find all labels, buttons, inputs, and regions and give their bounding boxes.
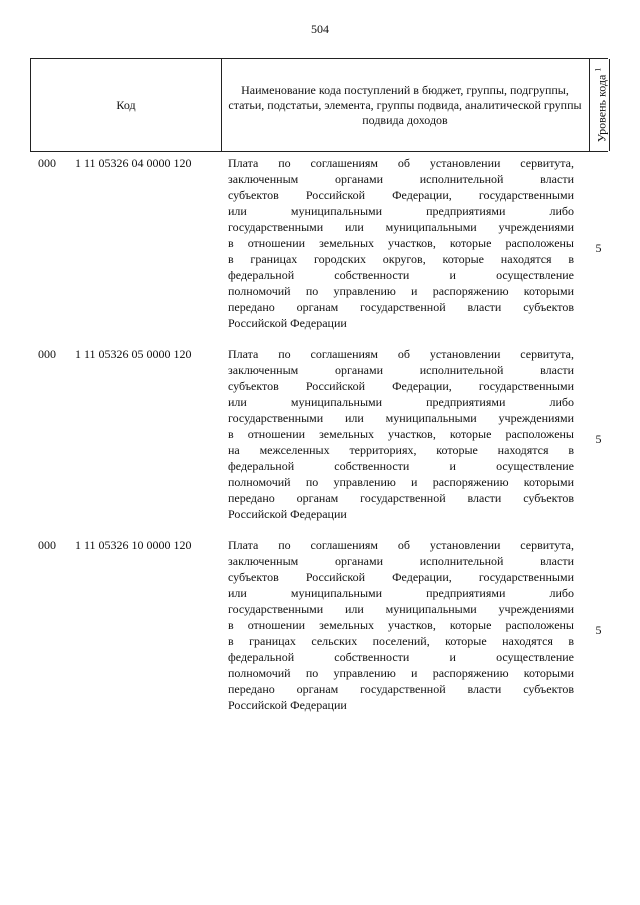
description-line: передано органам государственной власти субъектов	[228, 300, 574, 314]
description-line: государственными или муниципальными учреждениями	[228, 602, 574, 616]
description-line: полномочий по управлению и распоряжению которыми	[228, 475, 574, 489]
description-line: государственными или муниципальными учреждениями	[228, 220, 574, 234]
description-line: на межселенных территориях, которые находятся в	[228, 443, 574, 457]
description-line: федеральной собственности и осуществление	[228, 268, 574, 282]
row-prefix: 000	[38, 156, 56, 170]
description-line: Российской Федерации	[228, 316, 347, 330]
row-code: 1 11 05326 05 0000 120	[75, 347, 192, 361]
description-line: Российской Федерации	[228, 507, 347, 521]
header-level	[589, 59, 610, 151]
description-line: заключенным органами исполнительной власти	[228, 554, 574, 568]
table-row	[30, 537, 608, 717]
row-code: 1 11 05326 04 0000 120	[75, 156, 192, 170]
description-line: передано органам государственной власти субъектов	[228, 682, 574, 696]
table-header	[30, 58, 608, 152]
description-line: передано органам государственной власти субъектов	[228, 491, 574, 505]
description-line: заключенным органами исполнительной власти	[228, 172, 574, 186]
row-description	[228, 155, 574, 331]
row-level: 5	[595, 241, 602, 255]
header-name: Наименование кода поступлений в бюджет, группы, подгруппы, статьи, подстатьи, элемента, группы подвида, аналитической группы подвида доходов	[228, 82, 582, 127]
description-line: федеральной собственности и осуществление	[228, 459, 574, 473]
page-number: 504	[311, 22, 329, 36]
description-line: Плата по соглашениям об установлении сервитута,	[228, 538, 574, 552]
table-row	[30, 155, 608, 335]
footnote-marker: 1	[593, 67, 602, 72]
header-code: Код	[30, 59, 222, 151]
row-prefix: 000	[38, 538, 56, 552]
description-line: Российской Федерации	[228, 698, 347, 712]
description-line: в отношении земельных участков, которые расположены	[228, 236, 574, 250]
description-line: в границах городских округов, которые находятся в	[228, 252, 574, 266]
description-line: субъектов Российской Федерации, государственными	[228, 570, 574, 584]
description-line: в границах сельских поселений, которые находятся в	[228, 634, 574, 648]
description-line: Плата по соглашениям об установлении сервитута,	[228, 156, 574, 170]
description-line: федеральной собственности и осуществление	[228, 650, 574, 664]
row-code: 1 11 05326 10 0000 120	[75, 538, 192, 552]
row-description	[228, 346, 574, 522]
description-line: субъектов Российской Федерации, государственными	[228, 379, 574, 393]
description-line: или муниципальными предприятиями либо	[228, 586, 574, 600]
row-prefix: 000	[38, 347, 56, 361]
row-description	[228, 537, 574, 713]
description-line: государственными или муниципальными учреждениями	[228, 411, 574, 425]
table-row	[30, 346, 608, 526]
description-line: Плата по соглашениям об установлении сервитута,	[228, 347, 574, 361]
description-line: заключенным органами исполнительной власти	[228, 363, 574, 377]
description-line: в отношении земельных участков, которые расположены	[228, 618, 574, 632]
header-level-label: Уровень кода $^1$	[593, 67, 608, 143]
description-line: полномочий по управлению и распоряжению которыми	[228, 666, 574, 680]
row-level: 5	[595, 432, 602, 446]
description-line: или муниципальными предприятиями либо	[228, 395, 574, 409]
description-line: или муниципальными предприятиями либо	[228, 204, 574, 218]
description-line: субъектов Российской Федерации, государственными	[228, 188, 574, 202]
row-level: 5	[595, 623, 602, 637]
description-line: в отношении земельных участков, которые расположены	[228, 427, 574, 441]
description-line: полномочий по управлению и распоряжению которыми	[228, 284, 574, 298]
